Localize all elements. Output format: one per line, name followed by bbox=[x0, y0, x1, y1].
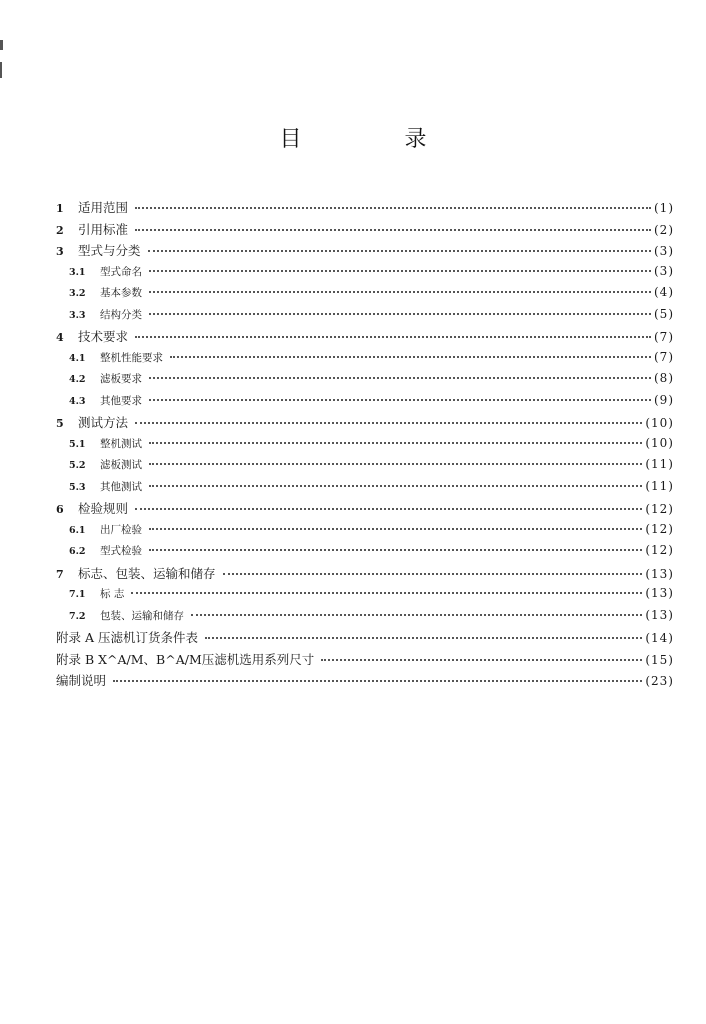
toc-entry-page: (3) bbox=[654, 244, 674, 258]
toc-leader-dots bbox=[113, 670, 642, 682]
toc-entry-label: 引用标准 bbox=[78, 221, 129, 237]
toc-entry-label: 附录 B X^A/M、B^A/M压滤机选用系列尺寸 bbox=[56, 651, 315, 667]
toc-leader-dots bbox=[149, 518, 642, 530]
toc-leader-dots bbox=[321, 649, 642, 661]
toc-entry-number: 1 bbox=[56, 202, 64, 215]
toc-entry-label: 出厂检验 bbox=[100, 523, 142, 536]
toc-leader-dots bbox=[149, 303, 651, 315]
toc-leader-dots bbox=[149, 367, 651, 379]
toc-leader-dots bbox=[135, 197, 651, 209]
toc-leader-dots bbox=[131, 582, 642, 594]
toc-entry[interactable] bbox=[56, 542, 674, 564]
toc-entry-number: 7 bbox=[56, 567, 64, 581]
toc-entry-label: 编制说明 bbox=[56, 673, 107, 688]
toc-entry-label: 型式检验 bbox=[100, 545, 142, 557]
toc-entry-number: 4.2 bbox=[69, 374, 86, 385]
toc-entry-number: 5 bbox=[56, 417, 64, 430]
toc-entry[interactable] bbox=[56, 306, 674, 328]
toc-entry-page: (13) bbox=[645, 586, 674, 600]
toc-entry-number: 3 bbox=[56, 245, 64, 258]
toc-entry-label: 滤板要求 bbox=[100, 373, 142, 385]
toc-entry-number: 5.3 bbox=[69, 481, 86, 493]
toc-leader-dots bbox=[135, 219, 651, 231]
toc-leader-dots bbox=[149, 260, 651, 272]
toc-entry-number: 5.2 bbox=[69, 460, 86, 471]
table-of-contents bbox=[56, 198, 674, 693]
toc-entry-label: 整机性能要求 bbox=[100, 351, 163, 364]
toc-leader-dots bbox=[149, 539, 642, 551]
toc-entry-label: 其他要求 bbox=[100, 394, 142, 407]
toc-leader-dots bbox=[170, 346, 651, 358]
toc-entry-label: 包装、运输和储存 bbox=[100, 609, 184, 622]
toc-entry-page: (10) bbox=[645, 416, 674, 430]
toc-entry-label: 技术要求 bbox=[78, 329, 129, 344]
toc-entry-label: 基本参数 bbox=[100, 287, 142, 299]
toc-leader-dots bbox=[135, 326, 651, 338]
toc-entry[interactable] bbox=[56, 392, 674, 414]
toc-entry-page: (9) bbox=[654, 392, 674, 407]
toc-leader-dots bbox=[148, 240, 651, 252]
toc-entry-label: 型式命名 bbox=[100, 265, 142, 278]
toc-entry-label: 结构分类 bbox=[100, 308, 142, 321]
toc-entry-number: 6 bbox=[56, 503, 64, 516]
toc-entry-page: (3) bbox=[654, 263, 674, 278]
toc-entry-label: 附录 A 压滤机订货条件表 bbox=[56, 630, 198, 645]
toc-entry-label: 测试方法 bbox=[78, 415, 129, 430]
toc-entry-page: (8) bbox=[654, 371, 674, 385]
toc-entry-page: (5) bbox=[654, 306, 674, 321]
toc-entry[interactable] bbox=[56, 607, 674, 629]
toc-entry-page: (13) bbox=[645, 607, 674, 622]
page-title: 目 录 bbox=[279, 127, 475, 152]
toc-leader-dots bbox=[191, 604, 642, 616]
toc-entry[interactable] bbox=[56, 628, 674, 650]
toc-leader-dots bbox=[135, 498, 642, 510]
toc-entry-number: 4.1 bbox=[69, 352, 86, 364]
toc-entry-label: 滤板测试 bbox=[100, 459, 142, 471]
toc-entry-number: 2 bbox=[56, 223, 64, 237]
toc-entry-label: 检验规则 bbox=[78, 501, 129, 516]
toc-leader-dots bbox=[223, 563, 643, 575]
scan-margin-mark bbox=[0, 62, 2, 78]
toc-leader-dots bbox=[149, 453, 642, 465]
toc-entry[interactable] bbox=[56, 671, 674, 693]
toc-entry[interactable] bbox=[56, 478, 674, 500]
toc-entry[interactable] bbox=[56, 650, 674, 672]
toc-entry[interactable] bbox=[56, 220, 674, 242]
toc-entry-page: (7) bbox=[654, 330, 674, 344]
toc-leader-dots bbox=[149, 475, 642, 487]
toc-entry-page: (12) bbox=[645, 521, 674, 536]
toc-entry-page: (12) bbox=[645, 502, 674, 516]
toc-leader-dots bbox=[149, 281, 651, 293]
toc-entry-number: 3.3 bbox=[69, 309, 86, 321]
toc-entry-number: 3.1 bbox=[69, 266, 86, 278]
toc-entry-number: 4.3 bbox=[69, 395, 86, 407]
toc-entry-page: (13) bbox=[645, 566, 674, 581]
toc-leader-dots bbox=[205, 627, 642, 639]
toc-entry-page: (7) bbox=[654, 349, 674, 364]
toc-leader-dots bbox=[135, 412, 642, 424]
toc-entry-label: 整机测试 bbox=[100, 437, 142, 450]
toc-entry-page: (10) bbox=[645, 435, 674, 450]
toc-leader-dots bbox=[149, 432, 642, 444]
toc-entry-page: (15) bbox=[645, 652, 674, 667]
toc-entry-page: (11) bbox=[645, 478, 674, 493]
toc-entry-number: 5.1 bbox=[69, 438, 86, 450]
toc-entry-label: 适用范围 bbox=[78, 200, 129, 215]
scan-margin-mark bbox=[0, 40, 3, 50]
toc-entry-label: 标 志 bbox=[100, 588, 125, 600]
toc-entry-label: 型式与分类 bbox=[78, 243, 141, 258]
toc-entry-page: (2) bbox=[654, 222, 674, 237]
toc-entry-number: 4 bbox=[56, 331, 64, 344]
toc-entry-page: (4) bbox=[654, 285, 674, 299]
toc-entry-page: (1) bbox=[654, 201, 674, 215]
toc-entry-label: 其他测试 bbox=[100, 480, 142, 493]
toc-leader-dots bbox=[149, 389, 651, 401]
toc-entry-label: 标志、包装、运输和储存 bbox=[78, 565, 216, 581]
toc-entry-number: 6.1 bbox=[69, 524, 86, 536]
toc-entry[interactable] bbox=[56, 198, 674, 220]
toc-entry-number: 7.2 bbox=[69, 610, 86, 622]
toc-entry-page: (11) bbox=[645, 457, 674, 471]
toc-entry-page: (23) bbox=[645, 674, 674, 688]
toc-entry-page: (14) bbox=[645, 631, 674, 645]
toc-entry-page: (12) bbox=[645, 543, 674, 557]
toc-entry-number: 7.1 bbox=[69, 589, 86, 600]
toc-entry-number: 3.2 bbox=[69, 288, 86, 299]
toc-entry-number: 6.2 bbox=[69, 546, 86, 557]
